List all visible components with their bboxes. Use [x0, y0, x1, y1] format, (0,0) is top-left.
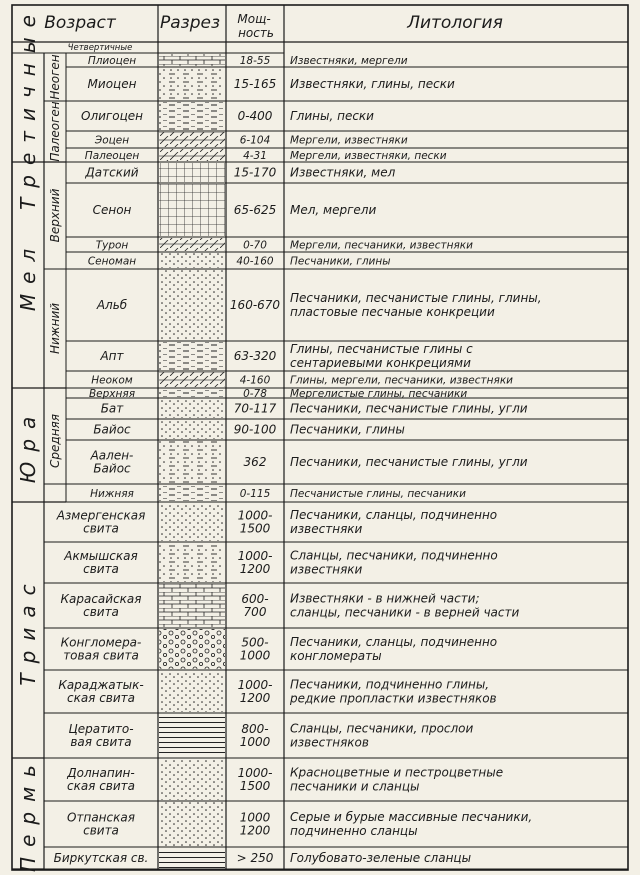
lithology-text-line: Голубовато-зеленые сланцы [290, 851, 472, 865]
thickness-value-line: 160-670 [229, 298, 281, 312]
lithology-text-line: сентариевыми конкрециями [290, 356, 471, 370]
table-row [66, 102, 628, 131]
lithology-text-line: Мергели, известняки, пески [290, 150, 447, 162]
section-pattern [159, 848, 225, 868]
system-label: Триас [16, 574, 40, 686]
table-row [44, 802, 628, 847]
stage-label-line: Альб [96, 298, 128, 312]
section-pattern [159, 342, 225, 370]
thickness-value-line: 15-165 [233, 77, 277, 91]
table-row [66, 485, 628, 502]
stage-label [88, 256, 136, 268]
stage-label-line: ская свита [66, 691, 136, 705]
lithology-text-line: пластовые песчаные конкреции [290, 305, 495, 319]
header-thickness-line2: ность [238, 26, 274, 40]
subsystem-label: Нижний [48, 302, 62, 355]
lithology-text [290, 455, 528, 469]
lithology-text [290, 135, 408, 147]
section-pattern [159, 629, 225, 669]
thickness-value-line: 0-78 [243, 388, 267, 400]
stage-label-line: Сенон [92, 203, 132, 217]
stage-label [90, 488, 134, 500]
section-pattern [159, 584, 225, 627]
lithology-text-line: песчаники и сланцы [290, 779, 420, 794]
lithology-text-line: Известняки, глины, пески [290, 77, 455, 91]
table-row [44, 714, 628, 758]
table-row [66, 441, 628, 484]
stage-label [89, 388, 135, 400]
thickness-value [240, 375, 271, 387]
lithology-text-line: известняки [290, 562, 363, 577]
thickness-value [238, 766, 273, 793]
stage-label-line: свита [83, 605, 119, 619]
stage-label-line: Палеоцен [84, 150, 140, 162]
thickness-value-line: 1200 [239, 823, 271, 838]
stage-label-line: товая свита [63, 648, 139, 663]
section-pattern [159, 372, 225, 387]
lithology-text [290, 549, 498, 577]
stage-label [99, 349, 124, 363]
section-pattern [159, 543, 225, 582]
stage-label [56, 509, 146, 536]
section-pattern [159, 163, 225, 182]
lithology-text [290, 851, 471, 865]
thickness-value [240, 55, 271, 67]
thickness-value [238, 509, 273, 536]
subsystem-label: Средняя [48, 414, 62, 468]
section-pattern [159, 714, 225, 757]
thickness-value-line: 1000- [237, 508, 273, 523]
thickness-value [230, 298, 281, 312]
lithology-text [290, 256, 391, 268]
table-row [66, 184, 628, 237]
stage-label [85, 150, 140, 162]
lithology-text [290, 423, 405, 437]
stage-label-line: Датский [85, 165, 139, 180]
thickness-value-line: 4-160 [239, 374, 271, 387]
stage-label-line: свита [83, 521, 119, 536]
stage-label-line: свита [83, 562, 119, 576]
table-row [44, 503, 628, 542]
stage-label-line: Цератито- [68, 722, 134, 736]
thickness-value [240, 488, 271, 500]
system-label: Третичные [16, 5, 40, 210]
stage-label-line: Караджатык- [58, 678, 144, 692]
stage-label-line: Байос [93, 461, 131, 476]
table-row [66, 342, 628, 371]
lithology-text-line: Красноцветные и пестроцветные [290, 765, 504, 780]
thickness-value [234, 349, 277, 363]
stage-label-line: Отпанская [67, 810, 135, 825]
stage-label-line: Плиоцен [87, 55, 137, 67]
thickness-value-line: 0-400 [237, 109, 273, 123]
thickness-value [237, 851, 274, 865]
lithology-text-line: Мел, мергели [290, 203, 377, 217]
lithology-text [290, 203, 376, 217]
section-pattern [159, 54, 225, 66]
header-thickness [237, 12, 274, 40]
section-pattern [159, 503, 225, 541]
header-lithology: Литология [407, 13, 503, 33]
table-row [66, 420, 628, 440]
lithology-text-line: Известняки, мел [290, 165, 396, 180]
thickness-value [240, 636, 271, 663]
thickness-value-line: 4-31 [243, 150, 267, 162]
subsystem-label: Палеоген [48, 101, 62, 162]
lithology-text [290, 388, 467, 400]
stage-label-line: вая свита [70, 735, 132, 749]
section-pattern [159, 68, 225, 100]
lithology-text [290, 635, 497, 663]
stage-label [96, 240, 129, 252]
lithology-text-line: Песчаники, сланцы, подчиненно [290, 508, 498, 522]
table-row [66, 238, 628, 252]
stage-label-line: Конгломера- [60, 635, 142, 650]
thickness-value [243, 150, 267, 162]
thickness-value-line: 70-117 [233, 401, 277, 416]
thickness-value-line: 500- [241, 635, 269, 650]
lithology-text-line: Мергели, песчаники, известняки [290, 239, 473, 252]
thickness-value-line: 700 [243, 605, 267, 619]
stage-label [67, 811, 135, 838]
lithology-text [290, 240, 473, 252]
thickness-value [234, 423, 277, 437]
thickness-value [240, 722, 271, 749]
stage-label-line: Апт [100, 349, 124, 363]
lithology-text [290, 342, 473, 370]
lithology-text-line: Песчаники, глины [290, 422, 405, 437]
lithology-text [290, 166, 396, 180]
table-row [66, 270, 628, 341]
lithology-text-line: сланцы, песчаники - в верней части [290, 605, 520, 620]
stage-label [96, 298, 128, 312]
stage-label [93, 203, 132, 217]
thickness-value [234, 402, 277, 416]
stage-label-line: Азмергенская [56, 508, 146, 523]
table-row [44, 671, 628, 713]
lithology-text [290, 402, 528, 416]
stage-label-line: Нижняя [90, 488, 134, 500]
table-row [44, 759, 628, 801]
subsystem-label: Верхний [48, 188, 62, 243]
section-pattern [159, 420, 225, 439]
thickness-value-line: 1500 [239, 779, 271, 793]
thickness-value-line: 18-55 [239, 55, 271, 67]
lithology-text-line: Глины, пески [290, 109, 374, 123]
lithology-text-line: известняки [290, 522, 363, 536]
groups-layer [12, 5, 66, 872]
thickness-value-line: 800- [241, 722, 269, 736]
thickness-value [236, 256, 274, 268]
table-row [66, 132, 628, 148]
stage-label [68, 722, 133, 749]
section-pattern [159, 102, 225, 130]
stage-label [84, 166, 138, 180]
lithology-text-line: известняков [290, 735, 369, 750]
stage-label [81, 109, 143, 123]
thickness-value [243, 240, 267, 252]
lithology-text [290, 766, 503, 794]
thickness-value [243, 388, 267, 400]
stage-label-line: Сеноман [87, 255, 137, 268]
header-thickness-line1: Мощ- [237, 12, 271, 26]
stage-label-line: Эоцен [94, 134, 130, 147]
stage-label [58, 678, 143, 705]
stage-label [91, 375, 133, 387]
lithology-text-line: редкие пропластки известняков [290, 691, 497, 706]
thickness-value-line: 0-115 [239, 488, 271, 500]
section-pattern [159, 253, 225, 268]
thickness-value [238, 678, 273, 705]
table-row [44, 629, 628, 670]
header-section: Разрез [160, 13, 220, 33]
thickness-value-line: 1000 [239, 648, 271, 663]
stage-label-line: Верхняя [88, 388, 136, 400]
thickness-value-line: 362 [243, 455, 267, 469]
stage-label [88, 77, 137, 91]
thickness-value [244, 455, 267, 469]
thickness-value [240, 135, 271, 147]
table-row [66, 68, 628, 101]
stage-label-line: Бат [100, 401, 124, 416]
stage-label-line: Турон [95, 239, 129, 252]
stage-label [54, 851, 149, 865]
thickness-value-line: > 250 [236, 851, 274, 865]
section-pattern [159, 759, 225, 800]
stage-label [61, 636, 142, 663]
table-row [44, 543, 628, 583]
thickness-value-line: 6-104 [239, 134, 271, 147]
table-row [66, 54, 628, 67]
lithology-text [290, 77, 455, 91]
lithology-text-line: Песчаники, сланцы, подчиненно [290, 635, 498, 649]
lithology-text [290, 488, 466, 500]
table-row [66, 149, 628, 162]
stage-label-line: Миоцен [87, 77, 137, 91]
lithology-text-line: Глины, мергели, песчаники, известняки [290, 374, 514, 387]
thickness-value [234, 203, 277, 217]
lithology-text [289, 678, 497, 706]
lithology-text-line: Песчаники, песчанистые глины, угли [290, 455, 528, 469]
section-pattern [159, 184, 225, 236]
thickness-value-line: 90-100 [233, 422, 277, 437]
stage-label-line: свита [83, 823, 119, 838]
section-pattern [159, 132, 225, 147]
stage-label [101, 402, 125, 416]
stage-label-line: Байос [93, 422, 131, 437]
stage-label-line: Аален- [90, 448, 134, 463]
thickness-value-line: 0-70 [243, 239, 267, 252]
thickness-value-line: 65-625 [233, 203, 277, 217]
lithology-text [290, 592, 519, 620]
lithology-text [290, 291, 542, 319]
lithology-text-line: Сланцы, песчаники, подчиненно [290, 548, 498, 563]
thickness-value-line: 1000 [239, 735, 271, 749]
section-pattern [159, 149, 225, 161]
lithology-text-line: Глины, песчанистые глины с [290, 342, 473, 356]
section-pattern [159, 485, 225, 501]
lithology-text-line: Мергели, известняки [290, 134, 408, 147]
lithology-text-line: Песчаники, подчиненно глины, [290, 677, 490, 692]
lithology-text-line: Песчаники, глины [290, 255, 391, 268]
stage-label-line: Долнапин- [67, 766, 135, 780]
lithology-text [290, 109, 374, 123]
section-pattern [159, 802, 225, 846]
lithology-text [290, 722, 474, 750]
section-pattern [159, 270, 225, 340]
section-pattern [159, 238, 225, 251]
lithology-text-line: Песчаники, песчанистые глины, угли [290, 401, 528, 416]
section-pattern [159, 389, 225, 397]
lithology-text [290, 508, 497, 536]
lithology-text-line: Серые и бурые массивные песчаники, [290, 810, 533, 824]
lithology-text-line: Песчаники, песчанистые глины, глины, [290, 291, 542, 305]
lithology-text-line: Известняки - в нижней части; [290, 591, 480, 606]
lithology-text-line: подчиненно сланцы [290, 824, 418, 838]
quaternary-label: Четвертичные [67, 43, 133, 53]
lithology-text-line: конгломераты [290, 649, 382, 663]
stage-label [94, 135, 129, 147]
thickness-value-line: 1000- [237, 549, 273, 563]
table-row [66, 399, 628, 419]
lithology-text [290, 150, 447, 162]
thickness-value [238, 549, 273, 576]
stage-label-line: ская свита [66, 779, 136, 793]
thickness-value-line: 63-320 [233, 349, 277, 363]
lithology-text-line: Сланцы, песчаники, прослои [290, 721, 474, 736]
thickness-value-line: 1200 [239, 562, 271, 576]
thickness-value [234, 166, 277, 180]
table-row [44, 584, 628, 628]
thickness-value-line: 1000- [237, 766, 273, 780]
thickness-value-line: 1000 [239, 810, 271, 825]
thickness-value-line: 15-170 [233, 165, 277, 180]
thickness-value [238, 109, 273, 123]
stage-label-line: Неоком [91, 374, 133, 387]
stage-label [60, 592, 141, 619]
section-pattern [159, 399, 225, 418]
stage-label [93, 423, 131, 437]
thickness-value-line: 600- [241, 592, 269, 606]
rows-layer [12, 53, 628, 869]
table-row [44, 848, 628, 869]
header-age: Возраст [44, 13, 116, 33]
thickness-value [240, 811, 271, 838]
table-row [66, 163, 628, 183]
system-label: Мел [16, 238, 40, 312]
lithology-text [290, 55, 408, 67]
section-pattern [159, 441, 225, 483]
lithology-text-line: Мергелистые глины, песчаники [290, 388, 468, 400]
stage-label-line: Биркутская св. [53, 851, 149, 865]
stage-label [66, 766, 135, 793]
thickness-value-line: 40-160 [236, 255, 274, 268]
stage-label [63, 549, 137, 576]
lithology-text-line: Песчанистые глины, песчаники [290, 488, 466, 500]
table-row [66, 388, 628, 400]
lithology-text [290, 375, 513, 387]
subsystem-label: Неоген [48, 54, 62, 100]
thickness-value-line: 1500 [239, 521, 271, 536]
table-row [66, 253, 628, 269]
stage-label [88, 55, 136, 67]
table-row [66, 372, 628, 388]
thickness-value [234, 77, 277, 91]
lithology-text-line: Известняки, мергели [290, 55, 408, 67]
section-pattern [159, 671, 225, 712]
stage-label-line: Олигоцен [81, 109, 143, 123]
stage-label-line: Карасайская [60, 592, 142, 606]
lithology-text [290, 810, 532, 838]
thickness-value-line: 1000- [237, 678, 273, 692]
thickness-value [241, 592, 268, 619]
system-label: Пермь [16, 755, 40, 872]
system-label: Юра [16, 406, 40, 484]
stage-label-line: Акмышская [64, 549, 138, 563]
stage-label [90, 449, 134, 476]
thickness-value-line: 1200 [239, 691, 271, 705]
